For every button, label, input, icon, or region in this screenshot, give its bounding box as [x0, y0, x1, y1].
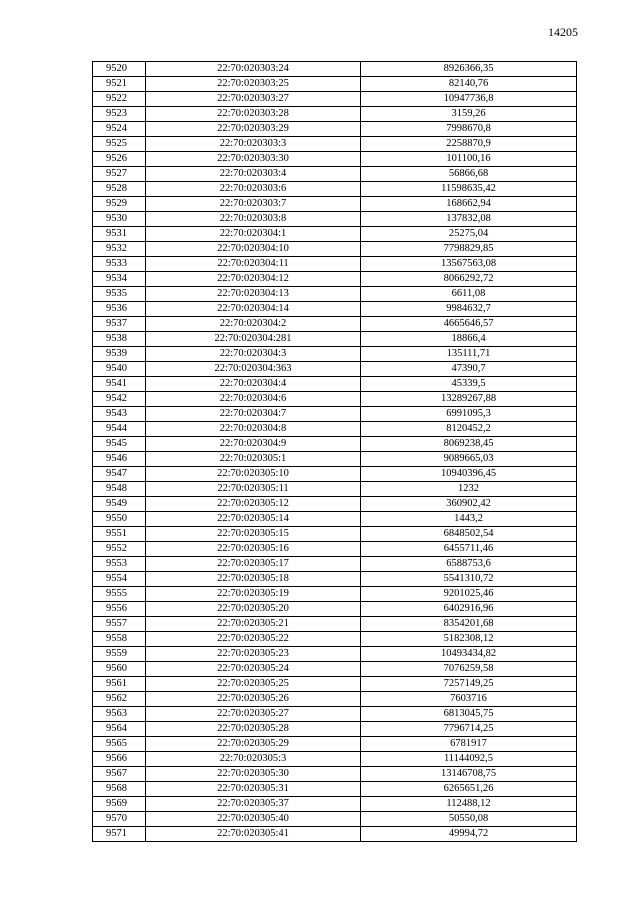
- table-row: [93, 662, 577, 677]
- cadastral-value-cell: 6402916,96: [361, 602, 577, 617]
- cadastral-value-cell: 8354201,68: [361, 617, 577, 632]
- table-row: [93, 632, 577, 647]
- table-row: [93, 122, 577, 137]
- row-number-cell: 9535: [93, 287, 146, 302]
- page-number: 14205: [548, 25, 578, 39]
- table-row: [93, 692, 577, 707]
- cadastral-number-cell: 22:70:020304:11: [146, 257, 361, 272]
- table-row: [93, 587, 577, 602]
- cadastral-number-cell: 22:70:020304:8: [146, 422, 361, 437]
- cadastral-value-cell: 7257149,25: [361, 677, 577, 692]
- row-number-cell: 9551: [93, 527, 146, 542]
- cadastral-value-cell: 8120452,2: [361, 422, 577, 437]
- cadastral-value-cell: 50550,08: [361, 812, 577, 827]
- row-number-cell: 9570: [93, 812, 146, 827]
- cadastral-value-cell: 4665646,57: [361, 317, 577, 332]
- table-row: [93, 812, 577, 827]
- table-row: [93, 497, 577, 512]
- cadastral-value-cell: 13146708,75: [361, 767, 577, 782]
- table-row: [93, 422, 577, 437]
- cadastral-value-cell: 11598635,42: [361, 182, 577, 197]
- row-number-cell: 9565: [93, 737, 146, 752]
- row-number-cell: 9562: [93, 692, 146, 707]
- table-row: [93, 572, 577, 587]
- cadastral-number-cell: 22:70:020304:363: [146, 362, 361, 377]
- cadastral-value-cell: 101100,16: [361, 152, 577, 167]
- row-number-cell: 9523: [93, 107, 146, 122]
- row-number-cell: 9555: [93, 587, 146, 602]
- cadastral-number-cell: 22:70:020305:23: [146, 647, 361, 662]
- row-number-cell: 9564: [93, 722, 146, 737]
- cadastral-value-cell: 112488,12: [361, 797, 577, 812]
- table-row: [93, 752, 577, 767]
- cadastral-value-cell: 6781917: [361, 737, 577, 752]
- row-number-cell: 9553: [93, 557, 146, 572]
- cadastral-value-cell: 7798829,85: [361, 242, 577, 257]
- cadastral-value-cell: 7603716: [361, 692, 577, 707]
- row-number-cell: 9549: [93, 497, 146, 512]
- cadastral-number-cell: 22:70:020305:15: [146, 527, 361, 542]
- cadastral-number-cell: 22:70:020305:21: [146, 617, 361, 632]
- cadastral-value-cell: 56866,68: [361, 167, 577, 182]
- cadastral-value-cell: 25275,04: [361, 227, 577, 242]
- table-row: [93, 437, 577, 452]
- cadastral-value-cell: 6813045,75: [361, 707, 577, 722]
- table-row: [93, 767, 577, 782]
- row-number-cell: 9550: [93, 512, 146, 527]
- cadastral-value-cell: 49994,72: [361, 827, 577, 842]
- row-number-cell: 9539: [93, 347, 146, 362]
- table-row: [93, 782, 577, 797]
- row-number-cell: 9552: [93, 542, 146, 557]
- table-row: [93, 542, 577, 557]
- table-row: [93, 617, 577, 632]
- row-number-cell: 9543: [93, 407, 146, 422]
- cadastral-number-cell: 22:70:020305:30: [146, 767, 361, 782]
- row-number-cell: 9522: [93, 92, 146, 107]
- table-row: [93, 377, 577, 392]
- cadastral-value-cell: 8926366,35: [361, 62, 577, 77]
- table-row: [93, 92, 577, 107]
- table-row: [93, 182, 577, 197]
- table-row: [93, 722, 577, 737]
- row-number-cell: 9541: [93, 377, 146, 392]
- cadastral-number-cell: 22:70:020304:1: [146, 227, 361, 242]
- row-number-cell: 9530: [93, 212, 146, 227]
- cadastral-number-cell: 22:70:020304:6: [146, 392, 361, 407]
- cadastral-number-cell: 22:70:020305:29: [146, 737, 361, 752]
- table-row: [93, 152, 577, 167]
- row-number-cell: 9520: [93, 62, 146, 77]
- row-number-cell: 9546: [93, 452, 146, 467]
- cadastral-number-cell: 22:70:020305:14: [146, 512, 361, 527]
- cadastral-number-cell: 22:70:020305:25: [146, 677, 361, 692]
- cadastral-value-cell: 9984632,7: [361, 302, 577, 317]
- table-row: [93, 227, 577, 242]
- row-number-cell: 9532: [93, 242, 146, 257]
- cadastral-value-cell: 6588753,6: [361, 557, 577, 572]
- table-row: [93, 737, 577, 752]
- cadastral-number-cell: 22:70:020305:22: [146, 632, 361, 647]
- cadastral-value-cell: 18866,4: [361, 332, 577, 347]
- row-number-cell: 9559: [93, 647, 146, 662]
- cadastral-value-cell: 9201025,46: [361, 587, 577, 602]
- cadastral-value-cell: 7998670,8: [361, 122, 577, 137]
- table-row: [93, 392, 577, 407]
- table-row: [93, 452, 577, 467]
- cadastral-number-cell: 22:70:020303:27: [146, 92, 361, 107]
- row-number-cell: 9544: [93, 422, 146, 437]
- table-body: [93, 62, 577, 842]
- cadastral-number-cell: 22:70:020303:8: [146, 212, 361, 227]
- cadastral-number-cell: 22:70:020303:6: [146, 182, 361, 197]
- cadastral-value-cell: 47390,7: [361, 362, 577, 377]
- table-row: [93, 212, 577, 227]
- row-number-cell: 9542: [93, 392, 146, 407]
- row-number-cell: 9545: [93, 437, 146, 452]
- row-number-cell: 9538: [93, 332, 146, 347]
- table-row: [93, 197, 577, 212]
- table-row: [93, 677, 577, 692]
- row-number-cell: 9526: [93, 152, 146, 167]
- cadastral-value-cell: 13567563,08: [361, 257, 577, 272]
- table-row: [93, 602, 577, 617]
- row-number-cell: 9528: [93, 182, 146, 197]
- table-row: [93, 167, 577, 182]
- cadastral-number-cell: 22:70:020304:12: [146, 272, 361, 287]
- cadastral-number-cell: 22:70:020305:11: [146, 482, 361, 497]
- table-row: [93, 137, 577, 152]
- table-row: [93, 482, 577, 497]
- table-row: [93, 302, 577, 317]
- cadastral-value-cell: 5182308,12: [361, 632, 577, 647]
- cadastral-value-cell: 2258870,9: [361, 137, 577, 152]
- cadastral-number-cell: 22:70:020305:28: [146, 722, 361, 737]
- cadastral-number-cell: 22:70:020305:40: [146, 812, 361, 827]
- table-row: [93, 527, 577, 542]
- table-row: [93, 272, 577, 287]
- cadastral-number-cell: 22:70:020305:27: [146, 707, 361, 722]
- row-number-cell: 9533: [93, 257, 146, 272]
- cadastral-number-cell: 22:70:020304:2: [146, 317, 361, 332]
- table-row: [93, 242, 577, 257]
- table-row: [93, 62, 577, 77]
- cadastral-value-cell: 7076259,58: [361, 662, 577, 677]
- cadastral-value-cell: 6455711,46: [361, 542, 577, 557]
- cadastral-value-cell: 10940396,45: [361, 467, 577, 482]
- row-number-cell: 9524: [93, 122, 146, 137]
- row-number-cell: 9556: [93, 602, 146, 617]
- cadastral-value-cell: 9089665,03: [361, 452, 577, 467]
- cadastral-number-cell: 22:70:020305:19: [146, 587, 361, 602]
- cadastral-number-cell: 22:70:020304:10: [146, 242, 361, 257]
- cadastral-number-cell: 22:70:020305:16: [146, 542, 361, 557]
- table-row: [93, 467, 577, 482]
- cadastral-number-cell: 22:70:020303:30: [146, 152, 361, 167]
- row-number-cell: 9560: [93, 662, 146, 677]
- cadastral-number-cell: 22:70:020304:3: [146, 347, 361, 362]
- cadastral-number-cell: 22:70:020303:3: [146, 137, 361, 152]
- cadastral-value-cell: 137832,08: [361, 212, 577, 227]
- cadastral-number-cell: 22:70:020305:24: [146, 662, 361, 677]
- cadastral-value-cell: 5541310,72: [361, 572, 577, 587]
- cadastral-number-cell: 22:70:020304:9: [146, 437, 361, 452]
- row-number-cell: 9547: [93, 467, 146, 482]
- cadastral-number-cell: 22:70:020304:14: [146, 302, 361, 317]
- cadastral-number-cell: 22:70:020305:3: [146, 752, 361, 767]
- cadastral-value-cell: 10493434,82: [361, 647, 577, 662]
- cadastral-number-cell: 22:70:020305:12: [146, 497, 361, 512]
- row-number-cell: 9571: [93, 827, 146, 842]
- cadastral-number-cell: 22:70:020305:18: [146, 572, 361, 587]
- cadastral-number-cell: 22:70:020303:28: [146, 107, 361, 122]
- table-row: [93, 107, 577, 122]
- cadastral-value-cell: 168662,94: [361, 197, 577, 212]
- row-number-cell: 9566: [93, 752, 146, 767]
- table-row: [93, 347, 577, 362]
- cadastral-number-cell: 22:70:020305:20: [146, 602, 361, 617]
- row-number-cell: 9563: [93, 707, 146, 722]
- cadastral-number-cell: 22:70:020305:1: [146, 452, 361, 467]
- table-row: [93, 797, 577, 812]
- row-number-cell: 9540: [93, 362, 146, 377]
- cadastral-number-cell: 22:70:020304:4: [146, 377, 361, 392]
- cadastral-value-cell: 45339,5: [361, 377, 577, 392]
- table-row: [93, 707, 577, 722]
- cadastral-value-cell: 135111,71: [361, 347, 577, 362]
- row-number-cell: 9557: [93, 617, 146, 632]
- table-row: [93, 317, 577, 332]
- row-number-cell: 9554: [93, 572, 146, 587]
- cadastral-value-cell: 6265651,26: [361, 782, 577, 797]
- row-number-cell: 9525: [93, 137, 146, 152]
- row-number-cell: 9568: [93, 782, 146, 797]
- cadastral-number-cell: 22:70:020303:29: [146, 122, 361, 137]
- cadastral-value-cell: 360902,42: [361, 497, 577, 512]
- row-number-cell: 9561: [93, 677, 146, 692]
- row-number-cell: 9534: [93, 272, 146, 287]
- cadastral-number-cell: 22:70:020305:37: [146, 797, 361, 812]
- cadastral-value-cell: 10947736,8: [361, 92, 577, 107]
- cadastral-value-cell: 6611,08: [361, 287, 577, 302]
- cadastral-number-cell: 22:70:020305:31: [146, 782, 361, 797]
- cadastral-number-cell: 22:70:020303:7: [146, 197, 361, 212]
- cadastral-number-cell: 22:70:020305:10: [146, 467, 361, 482]
- cadastral-value-cell: 1443,2: [361, 512, 577, 527]
- cadastral-value-cell: 8069238,45: [361, 437, 577, 452]
- cadastral-number-cell: 22:70:020305:26: [146, 692, 361, 707]
- cadastral-number-cell: 22:70:020303:4: [146, 167, 361, 182]
- cadastral-number-cell: 22:70:020303:25: [146, 77, 361, 92]
- cadastral-value-table: [92, 61, 577, 842]
- cadastral-value-cell: 11144092,5: [361, 752, 577, 767]
- cadastral-value-cell: 6991095,3: [361, 407, 577, 422]
- table-row: [93, 557, 577, 572]
- table-row: [93, 257, 577, 272]
- row-number-cell: 9567: [93, 767, 146, 782]
- row-number-cell: 9531: [93, 227, 146, 242]
- table-row: [93, 332, 577, 347]
- row-number-cell: 9536: [93, 302, 146, 317]
- table-row: [93, 827, 577, 842]
- table-row: [93, 647, 577, 662]
- cadastral-value-cell: 82140,76: [361, 77, 577, 92]
- cadastral-number-cell: 22:70:020304:7: [146, 407, 361, 422]
- row-number-cell: 9527: [93, 167, 146, 182]
- cadastral-number-cell: 22:70:020304:13: [146, 287, 361, 302]
- row-number-cell: 9529: [93, 197, 146, 212]
- cadastral-value-cell: 8066292,72: [361, 272, 577, 287]
- cadastral-value-cell: 6848502,54: [361, 527, 577, 542]
- cadastral-number-cell: 22:70:020305:41: [146, 827, 361, 842]
- row-number-cell: 9548: [93, 482, 146, 497]
- cadastral-value-cell: 3159,26: [361, 107, 577, 122]
- cadastral-number-cell: 22:70:020305:17: [146, 557, 361, 572]
- table-row: [93, 77, 577, 92]
- row-number-cell: 9558: [93, 632, 146, 647]
- row-number-cell: 9537: [93, 317, 146, 332]
- cadastral-number-cell: 22:70:020303:24: [146, 62, 361, 77]
- table-row: [93, 407, 577, 422]
- table-row: [93, 362, 577, 377]
- cadastral-value-cell: 1232: [361, 482, 577, 497]
- cadastral-value-cell: 7796714,25: [361, 722, 577, 737]
- row-number-cell: 9521: [93, 77, 146, 92]
- row-number-cell: 9569: [93, 797, 146, 812]
- table-row: [93, 287, 577, 302]
- cadastral-value-cell: 13289267,88: [361, 392, 577, 407]
- cadastral-number-cell: 22:70:020304:281: [146, 332, 361, 347]
- table-row: [93, 512, 577, 527]
